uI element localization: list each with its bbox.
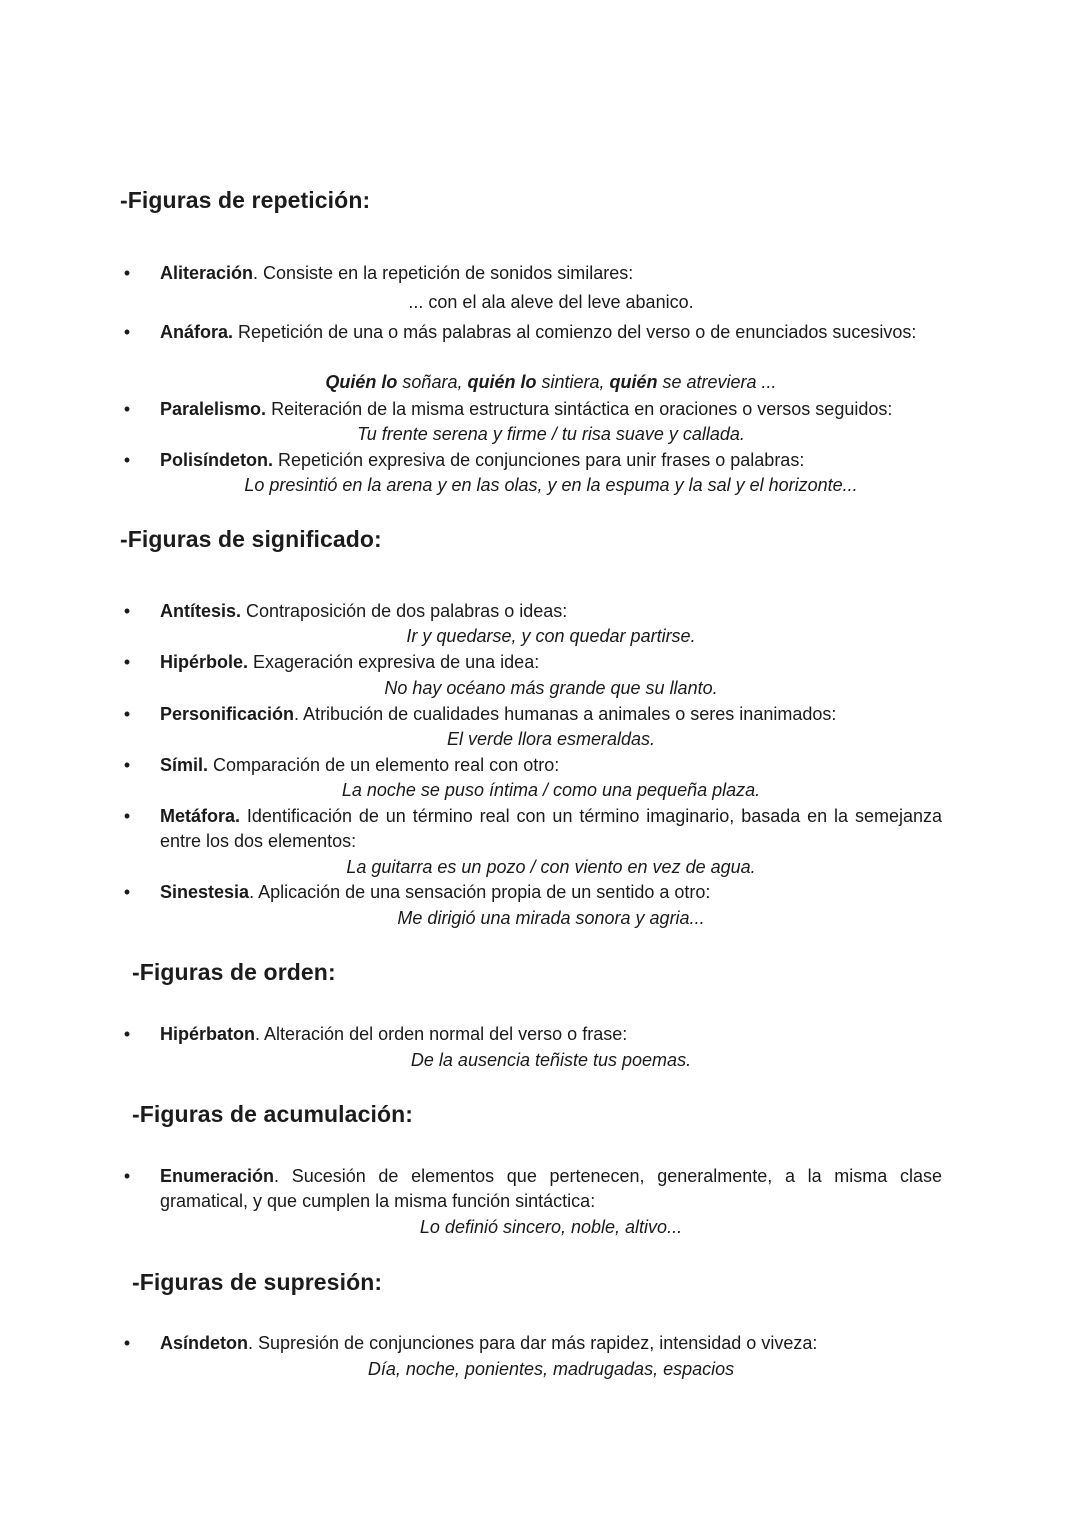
term-description: . Aplicación de una sensación propia de un sentido a otro:: [249, 882, 711, 902]
term-label: Símil.: [160, 755, 209, 775]
section-heading-orden: -Figuras de orden:: [132, 959, 336, 985]
bullet-icon: •: [123, 1166, 131, 1186]
section-heading-significado: -Figuras de significado:: [120, 526, 382, 552]
list-item-anafora: [160, 320, 942, 345]
term-description: Reiteración de la misma estructura sintáctica en oraciones o versos seguidos:: [266, 399, 893, 419]
list-item-polisindeton: [160, 448, 942, 473]
list-item-antitesis: [160, 599, 942, 624]
bullet-icon: •: [123, 755, 131, 775]
example-line: Día, noche, ponientes, madrugadas, espacios: [367, 1359, 735, 1379]
example-emphasis: quién: [609, 372, 658, 392]
term-label: Hipérbaton: [160, 1024, 256, 1044]
term-label: Polisíndeton.: [160, 450, 274, 470]
term-label: Antítesis.: [160, 601, 242, 621]
term-description: Repetición expresiva de conjunciones para unir frases o palabras:: [273, 450, 805, 470]
term-description: . Sucesión de elementos que pertenecen, generalmente, a la misma clase gramatical, y que cumplen la misma función sintáctica:: [160, 1166, 942, 1211]
term-label: Sinestesia: [160, 882, 250, 902]
term-label: Personificación: [160, 704, 295, 724]
example-text: soñara,: [397, 372, 468, 392]
list-item-metafora: [160, 804, 942, 854]
section-heading-supresion: -Figuras de supresión:: [132, 1269, 383, 1295]
term-description: . Consiste en la repetición de sonidos similares:: [253, 263, 634, 283]
section-heading-repeticion: -Figuras de repetición:: [120, 187, 371, 213]
example-line: Me dirigió una mirada sonora y agria...: [397, 908, 705, 928]
example-line: La guitarra es un pozo / con viento en vez de agua.: [346, 857, 756, 877]
term-description: Comparación de un elemento real con otro:: [208, 755, 560, 775]
list-item-asindeton: [160, 1331, 942, 1356]
list-item-simil: [160, 753, 942, 778]
example-line: De la ausencia teñiste tus poemas.: [410, 1050, 692, 1070]
bullet-icon: •: [123, 652, 131, 672]
example-line: [160, 370, 942, 395]
list-item-hiperbaton: [160, 1022, 942, 1047]
example-text: se atreviera ...: [657, 372, 777, 392]
term-description: . Supresión de conjunciones para dar más rapidez, intensidad o viveza:: [248, 1333, 818, 1353]
example-emphasis: Quién lo: [325, 372, 398, 392]
bullet-icon: •: [123, 882, 131, 902]
example-line: Lo presintió en la arena y en las olas, y en la espuma y la sal y el horizonte...: [244, 475, 858, 495]
term-description: Repetición de una o más palabras al comienzo del verso o de enunciados sucesivos:: [233, 322, 917, 342]
bullet-icon: •: [123, 1024, 131, 1044]
bullet-icon: •: [123, 322, 131, 342]
list-item-personificacion: [160, 702, 942, 727]
term-label: Metáfora.: [160, 806, 241, 826]
list-item-aliteracion: [160, 261, 942, 286]
bullet-icon: •: [123, 601, 131, 621]
example-line: ... con el ala aleve del leve abanico.: [408, 292, 694, 312]
term-description: Exageración expresiva de una idea:: [248, 652, 540, 672]
example-text: sintiera,: [536, 372, 610, 392]
section-heading-acumulacion: -Figuras de acumulación:: [132, 1101, 414, 1127]
example-line: Ir y quedarse, y con quedar partirse.: [406, 626, 696, 646]
list-item-hiperbole: [160, 650, 942, 675]
term-description: Contraposición de dos palabras o ideas:: [241, 601, 568, 621]
list-item-paralelismo: [160, 397, 942, 422]
term-label: Hipérbole.: [160, 652, 249, 672]
term-label: Enumeración: [160, 1166, 275, 1186]
example-line: La noche se puso íntima / como una pequeña plaza.: [341, 780, 761, 800]
term-description: . Atribución de cualidades humanas a animales o seres inanimados:: [294, 704, 837, 724]
list-item-enumeracion: [160, 1164, 942, 1214]
example-line: No hay océano más grande que su llanto.: [384, 678, 718, 698]
bullet-icon: •: [123, 704, 131, 724]
example-line: Lo definió sincero, noble, altivo...: [419, 1217, 683, 1237]
term-label: Asíndeton: [160, 1333, 248, 1353]
term-label: Aliteración: [160, 263, 254, 283]
bullet-icon: •: [123, 399, 131, 419]
bullet-icon: •: [123, 263, 131, 283]
term-description: . Alteración del orden normal del verso o frase:: [255, 1024, 628, 1044]
term-description: Identificación de un término real con un término imaginario, basada en la semejanza entre los dos elementos:: [160, 806, 942, 851]
bullet-icon: •: [123, 450, 131, 470]
example-line: Tu frente serena y firme / tu risa suave y callada.: [357, 424, 745, 444]
term-label: Anáfora.: [160, 322, 234, 342]
example-emphasis: quién lo: [467, 372, 537, 392]
bullet-icon: •: [123, 1333, 131, 1353]
example-line: El verde llora esmeraldas.: [446, 729, 656, 749]
bullet-icon: •: [123, 806, 131, 826]
list-item-sinestesia: [160, 880, 942, 905]
term-label: Paralelismo.: [160, 399, 267, 419]
